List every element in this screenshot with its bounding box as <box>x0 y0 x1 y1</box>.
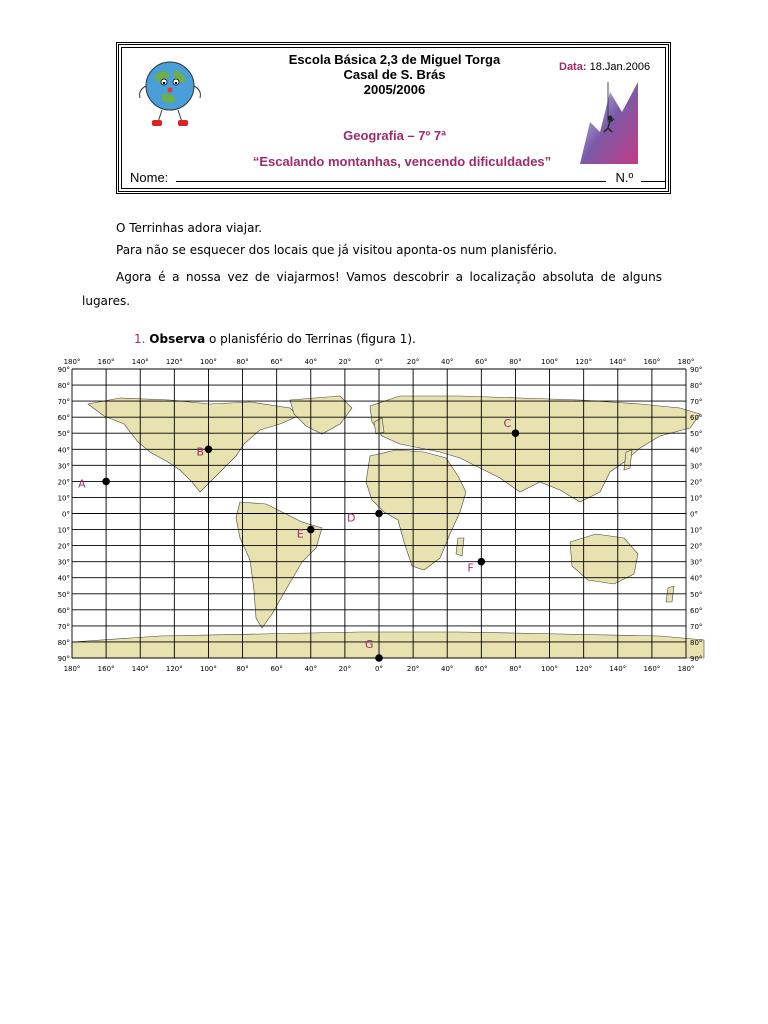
land-masses <box>72 396 704 658</box>
latitude-label-right: 30° <box>690 558 703 567</box>
latitude-label-left: 80° <box>57 638 70 647</box>
latitude-label-left: 0° <box>62 510 70 519</box>
latitude-label-left: 90° <box>57 655 70 663</box>
number-blank[interactable] <box>641 170 665 182</box>
longitude-label-top: 80° <box>509 358 522 366</box>
map-point-label-a: A <box>78 477 86 491</box>
longitude-label-bottom: 60° <box>270 665 283 673</box>
longitude-label-top: 60° <box>270 358 283 366</box>
longitude-label-bottom: 40° <box>441 665 454 673</box>
map-point-b <box>205 445 213 453</box>
longitude-label-top: 160° <box>97 358 115 366</box>
map-point-e <box>307 526 315 534</box>
longitude-label-top: 20° <box>338 358 352 366</box>
latitude-label-right: 70° <box>690 622 703 631</box>
longitude-label-top: 0° <box>375 358 383 366</box>
question-verb: Observa <box>149 332 206 346</box>
name-label: Nome: <box>130 170 169 185</box>
date-value: 18.Jan.2006 <box>589 61 651 73</box>
latitude-label-left: 70° <box>57 398 70 407</box>
latitude-label-left: 30° <box>57 558 70 567</box>
intro-paragraph-2: Para não se esquecer dos locais que já visitou aponta-os num planisfério. <box>116 243 558 257</box>
longitude-label-top: 80° <box>236 358 249 366</box>
longitude-label-bottom: 160° <box>643 665 661 673</box>
longitude-label-bottom: 20° <box>406 665 420 673</box>
latitude-label-right: 40° <box>690 446 703 455</box>
longitude-label-bottom: 80° <box>509 665 522 673</box>
longitude-label-bottom: 100° <box>200 665 217 673</box>
latitude-label-right: 20° <box>690 478 703 487</box>
longitude-label-bottom: 120° <box>165 665 183 673</box>
longitude-label-bottom: 120° <box>575 665 593 673</box>
school-year: 2005/2006 <box>363 82 426 97</box>
latitude-label-right: 90° <box>690 366 703 374</box>
number-label: N.º <box>615 170 634 185</box>
greenland-land <box>290 396 352 434</box>
latitude-label-right: 40° <box>690 574 703 583</box>
latitude-label-right: 50° <box>690 590 703 599</box>
date-label: Data: <box>559 61 587 73</box>
latitude-label-left: 40° <box>57 446 70 455</box>
longitude-label-top: 160° <box>643 358 661 366</box>
longitude-label-top: 40° <box>304 358 317 366</box>
subject-title: Geografia – 7º 7ª <box>343 128 446 143</box>
map-point-label-d: D <box>347 511 356 525</box>
school-name: Escola Básica 2,3 de Miguel Torga <box>288 52 501 67</box>
longitude-label-top: 40° <box>441 358 454 366</box>
antarctica-land <box>72 632 704 658</box>
intro-paragraph-3: Agora é a nossa vez de viajarmos! Vamos descobrir a localização absoluta de alguns lugares. <box>82 270 662 308</box>
latitude-label-left: 20° <box>57 478 70 487</box>
school-place: Casal de S. Brás <box>343 67 446 82</box>
rock-climber-icon <box>580 82 638 164</box>
latitude-label-right: 70° <box>690 398 703 407</box>
map-point-d <box>375 510 383 518</box>
header-inner-border <box>121 47 666 189</box>
longitude-label-bottom: 60° <box>475 665 488 673</box>
world-map-grid <box>40 352 712 674</box>
map-point-label-e: E <box>296 527 304 541</box>
map-point-label-f: F <box>467 561 474 575</box>
header-box <box>116 42 671 194</box>
longitude-label-top: 140° <box>131 358 149 366</box>
name-line <box>130 170 665 185</box>
motto: “Escalando montanhas, vencendo dificuldades” <box>252 154 552 169</box>
map-point-f <box>478 558 486 566</box>
latitude-label-left: 60° <box>57 606 70 615</box>
madagascar-land <box>456 538 464 556</box>
latitude-label-right: 80° <box>690 382 703 391</box>
latitude-label-left: 10° <box>57 526 70 535</box>
latitude-label-left: 80° <box>57 382 70 391</box>
latitude-label-left: 70° <box>57 622 70 631</box>
question-number: 1. <box>134 332 146 346</box>
latitude-label-right: 60° <box>690 414 703 423</box>
latitude-label-left: 20° <box>57 542 70 551</box>
longitude-label-top: 120° <box>575 358 593 366</box>
latitude-label-left: 90° <box>57 366 70 374</box>
map-point-label-b: B <box>196 445 204 459</box>
longitude-label-bottom: 180° <box>677 665 695 673</box>
latitude-label-right: 0° <box>690 510 698 519</box>
map-point-label-c: C <box>503 417 512 431</box>
latitude-label-right: 60° <box>690 606 703 615</box>
latitude-label-left: 40° <box>57 574 70 583</box>
latitude-label-left: 50° <box>57 430 70 439</box>
longitude-label-top: 100° <box>541 358 558 366</box>
longitude-label-top: 180° <box>63 358 81 366</box>
latitude-label-right: 30° <box>690 462 703 471</box>
latitude-label-right: 20° <box>690 542 703 551</box>
question-1 <box>134 332 416 346</box>
longitude-label-bottom: 0° <box>375 665 383 673</box>
longitude-label-top: 140° <box>609 358 627 366</box>
longitude-label-bottom: 40° <box>304 665 317 673</box>
latitude-label-right: 10° <box>690 494 703 503</box>
africa-land <box>366 450 466 570</box>
latitude-label-left: 10° <box>57 494 70 503</box>
date-field <box>559 61 650 73</box>
longitude-label-bottom: 80° <box>236 665 249 673</box>
school-header <box>272 52 517 97</box>
question-text: o planisfério do Terrinas (figura 1). <box>205 332 416 346</box>
map-point-c <box>512 429 520 437</box>
longitude-label-bottom: 20° <box>338 665 352 673</box>
cartoon-globe-icon <box>132 56 208 132</box>
longitude-label-top: 60° <box>475 358 488 366</box>
longitude-label-top: 20° <box>406 358 420 366</box>
latitude-label-right: 90° <box>690 655 703 663</box>
south-america-land <box>236 502 322 628</box>
longitude-label-top: 120° <box>165 358 183 366</box>
map-point-label-g: G <box>365 638 374 651</box>
latitude-label-left: 60° <box>57 414 70 423</box>
latitude-label-right: 50° <box>690 430 703 439</box>
longitude-label-top: 100° <box>200 358 217 366</box>
longitude-label-bottom: 160° <box>97 665 115 673</box>
australia-land <box>570 534 638 584</box>
map-point-g <box>375 654 383 662</box>
longitude-label-bottom: 180° <box>63 665 81 673</box>
intro-paragraph-1: O Terrinhas adora viajar. <box>116 221 263 235</box>
map-point-a <box>102 478 110 486</box>
latitude-label-left: 30° <box>57 462 70 471</box>
longitude-label-bottom: 140° <box>609 665 627 673</box>
longitude-label-bottom: 140° <box>131 665 149 673</box>
latitude-label-right: 10° <box>690 526 703 535</box>
longitude-label-top: 180° <box>677 358 695 366</box>
name-blank[interactable] <box>176 170 606 182</box>
north-america-land <box>88 398 298 492</box>
latitude-label-right: 80° <box>690 638 703 647</box>
longitude-label-bottom: 100° <box>541 665 558 673</box>
latitude-label-left: 50° <box>57 590 70 599</box>
